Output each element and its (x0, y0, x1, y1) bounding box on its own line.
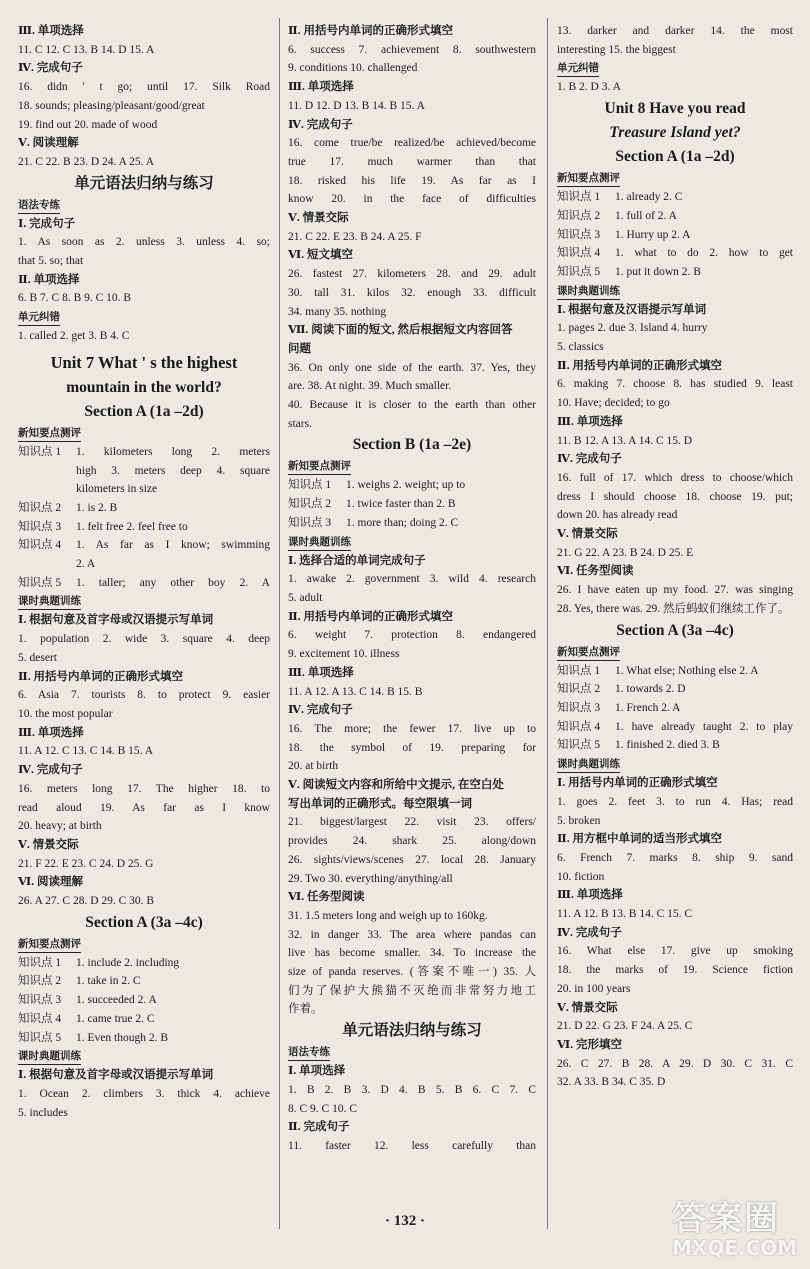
knowledge-point-label: 知识点 2 (557, 209, 601, 222)
knowledge-point-label: 知识点 3 (18, 520, 62, 533)
section-heading: Ⅴ. 情景交际 (557, 1001, 618, 1014)
knowledge-point-row (18, 480, 270, 499)
subsection-label-row (18, 935, 270, 954)
knowledge-point-label: 知识点 4 (557, 720, 601, 733)
knowledge-point-answer: 1. weighs 2. weight; up to (346, 479, 466, 492)
unit-title: Section A (3a –4c) (85, 913, 203, 931)
watermark-logo (672, 1201, 802, 1263)
answer-line: 16. come true/be realized/be achieved/become (288, 137, 536, 150)
answer-line: interesting 15. the biggest (557, 43, 676, 56)
subsection-label-row (288, 533, 536, 552)
knowledge-point-answer: 1. Even though 2. B (76, 1031, 168, 1044)
subsection-label-row (557, 755, 793, 774)
section-heading: Ⅳ. 完成句子 (18, 764, 83, 777)
knowledge-point-label: 知识点 1 (557, 664, 601, 677)
knowledge-point-answer: high 3. meters deep 4. square (76, 464, 270, 477)
answer-line: 18. the symbol of 19. preparing for (288, 741, 536, 754)
section-heading: Ⅴ. 阅读短文内容和所给中文提示, 在空白处 (288, 779, 504, 792)
section-heading: Ⅱ. 用括号内单词的正确形式填空 (288, 610, 453, 623)
watermark-url: MXQE.COM (672, 1236, 798, 1260)
knowledge-point-label: 知识点 2 (18, 501, 62, 514)
knowledge-point-row (18, 499, 270, 518)
answer-line: 1. pages 2. due 3. Island 4. hurry (557, 322, 708, 335)
answer-line: 16. meters long 17. The higher 18. to (18, 782, 270, 795)
answer-line: 21. C 22. B 23. D 24. A 25. A (18, 155, 155, 168)
answer-line: 1. population 2. wide 3. square 4. deep (18, 633, 270, 646)
section-heading: 写出单词的正确形式。每空限填一词 (288, 797, 472, 810)
knowledge-point-label: 知识点 3 (557, 701, 601, 714)
knowledge-point-label (18, 480, 76, 499)
knowledge-point-answer: 1. As far as I know; swimming (76, 539, 270, 552)
section-heading: Ⅳ. 完成句子 (288, 704, 353, 717)
unit-title: Treasure Island yet? (609, 124, 741, 142)
answer-line: 6. weight 7. protection 8. endangered (288, 629, 536, 642)
answer-line: stars. (288, 417, 312, 430)
answer-line: 6. success 7. achievement 8. southwestern (288, 43, 536, 56)
subsection-label-row (557, 643, 793, 662)
answer-line: 32. A 33. B 34. C 35. D (557, 1076, 666, 1089)
section-heading: Ⅲ. 单项选择 (288, 666, 354, 679)
answer-line: 26. I have eaten up my food. 27. was singing (557, 584, 793, 597)
answer-line: 26. A 27. C 28. D 29. C 30. B (18, 895, 155, 908)
subsection-label-row (18, 592, 270, 611)
answer-line: 5. classics (557, 341, 604, 354)
knowledge-point-label: 知识点 3 (557, 228, 601, 241)
subsection-label-row (18, 1047, 270, 1066)
knowledge-point-answer: 1. twice faster than 2. B (346, 498, 456, 511)
section-heading: Ⅴ. 情景交际 (557, 528, 618, 541)
unit-title: Section B (1a –2e) (352, 436, 472, 454)
subsection-label: 新知要点测评 (557, 171, 620, 187)
answer-line: 13. darker and darker 14. the most (557, 25, 793, 37)
answer-line: provides 24. shark 25. along/down (288, 835, 536, 848)
answer-line: 5. broken (557, 814, 601, 827)
knowledge-point-answer: 1. Hurry up 2. A (615, 228, 691, 241)
section-heading: Ⅵ. 任务型阅读 (288, 891, 365, 904)
answer-line: 16. The more; the fewer 17. live up to (288, 722, 536, 735)
knowledge-point-label: 知识点 4 (18, 1012, 62, 1025)
knowledge-point-label: 知识点 5 (557, 739, 601, 752)
section-heading: Ⅰ. 根据句意及首字母或汉语提示写单词 (18, 614, 214, 627)
knowledge-point-label: 知识点 2 (18, 975, 62, 988)
knowledge-point-row (18, 518, 270, 537)
section-heading: Ⅳ. 完成句子 (557, 453, 622, 466)
knowledge-point-row (288, 514, 536, 533)
answer-line: 30. tall 31. kilos 32. enough 33. difficult (288, 286, 536, 299)
answer-line: 32. in danger 33. The area where pandas can (288, 928, 536, 941)
answer-line: 26. sights/views/scenes 27. local 28. January (288, 853, 536, 866)
answer-line: 21. biggest/largest 22. visit 23. offers/ (288, 816, 536, 829)
answer-line: 11. D 12. D 13. B 14. B 15. A (288, 99, 425, 112)
knowledge-point-row (288, 495, 536, 514)
section-heading: Ⅵ. 任务型阅读 (557, 565, 634, 578)
answer-line: that 5. so; that (18, 255, 84, 268)
subsection-label-row (18, 308, 270, 327)
answer-line: 40. Because it is closer to the earth than other (288, 399, 536, 412)
answer-column-left (18, 22, 270, 1122)
unit-title: Section A (3a –4c) (616, 621, 734, 639)
answer-line: 34. many 35. nothing (288, 305, 387, 318)
section-heading: Ⅴ. 情景交际 (288, 212, 349, 225)
answer-line: 8. C 9. C 10. C (288, 1102, 358, 1115)
section-heading: Ⅰ. 用括号内单词的正确形式填空 (557, 777, 718, 790)
answer-line: 21. G 22. A 23. B 24. D 25. E (557, 546, 694, 559)
section-heading: Ⅰ. 根据句意及汉语提示写单词 (557, 303, 707, 316)
knowledge-point-label: 知识点 1 (18, 956, 62, 969)
knowledge-point-answer: 1. include 2. including (76, 956, 180, 969)
section-heading: Ⅲ. 单项选择 (288, 81, 354, 94)
knowledge-point-row (18, 574, 270, 593)
answer-line: 6. French 7. marks 8. ship 9. sand (557, 851, 793, 864)
knowledge-point-row (18, 443, 270, 462)
knowledge-point-row (557, 188, 793, 207)
knowledge-point-label: 知识点 5 (557, 265, 601, 278)
knowledge-point-answer: 1. have already taught 2. to play (615, 720, 793, 733)
knowledge-point-label: 知识点 2 (557, 683, 601, 696)
answer-line: 28. Yes, there was. 29. 然后蚂蚁们继续工作了。 (557, 602, 790, 615)
knowledge-point-answer: 1. felt free 2. feel free to (76, 520, 188, 533)
answer-line: know 20. in the face of difficulties (288, 193, 536, 206)
answer-line: 们为了保护大熊猫不灭绝而非常努力地工 (288, 984, 536, 997)
knowledge-point-answer: 1. put it down 2. B (615, 265, 701, 278)
section-heading: Ⅲ. 单项选择 (557, 889, 623, 902)
subsection-label: 单元纠错 (557, 61, 599, 77)
answer-line: 18. sounds; pleasing/pleasant/good/great (18, 99, 205, 112)
answer-line: are. 38. At night. 39. Much smaller. (288, 380, 452, 393)
answer-line: down 20. has already read (557, 509, 678, 522)
section-heading: Ⅱ. 用括号内单词的正确形式填空 (557, 359, 722, 372)
knowledge-point-answer: 1. is 2. B (76, 501, 118, 514)
answer-line: 1. B 2. D 3. A (557, 81, 621, 94)
answer-line: 5. desert (18, 651, 57, 664)
answer-line: 18. risked his life 19. As far as I (288, 174, 536, 187)
knowledge-point-label: 知识点 4 (557, 247, 601, 260)
subsection-label-row (557, 282, 793, 301)
section-heading: Ⅴ. 情景交际 (18, 838, 79, 851)
knowledge-point-answer: 1. towards 2. D (615, 683, 686, 696)
answer-line: 20. heavy; at birth (18, 820, 102, 833)
answer-line: 1. As soon as 2. unless 3. unless 4. so; (18, 236, 270, 249)
answer-line: 19. find out 20. made of wood (18, 118, 158, 131)
knowledge-point-answer: 1. kilometers long 2. meters (76, 445, 270, 458)
subsection-label: 单元纠错 (18, 310, 60, 326)
knowledge-point-label: 知识点 1 (557, 191, 601, 204)
unit-title: Section A (1a –2d) (615, 148, 735, 166)
page-number: · 132 · (384, 1213, 425, 1229)
answer-line: 11. A 12. C 13. C 14. B 15. A (18, 745, 154, 758)
section-heading: Ⅳ. 完成句子 (18, 62, 83, 75)
subsection-label-row (288, 1043, 536, 1062)
knowledge-point-label: 知识点 3 (18, 994, 62, 1007)
knowledge-point-row (557, 699, 793, 718)
answer-line: dress I should choose 18. choose 19. put; (557, 490, 793, 503)
knowledge-point-row (557, 662, 793, 681)
subsection-label: 新知要点测评 (288, 459, 351, 475)
answer-line: 9. excitement 10. illness (288, 648, 400, 661)
section-heading: Ⅶ. 阅读下面的短文, 然后根据短文内容回答 (288, 324, 513, 337)
answer-line: 16. What else 17. give up smoking (557, 945, 793, 958)
section-heading: Ⅲ. 单项选择 (18, 726, 84, 739)
section-heading: Ⅱ. 完成句子 (288, 1121, 350, 1134)
watermark-text: 答案圈 (672, 1199, 780, 1239)
answer-line: 11. A 12. B 13. B 14. C 15. C (557, 908, 693, 921)
answer-line: 36. On only one side of the earth. 37. Yes, they (288, 361, 536, 374)
section-heading: Ⅰ. 根据句意及首字母或汉语提示写单词 (18, 1069, 214, 1082)
answer-line: 31. 1.5 meters long and weigh up to 160kg. (288, 909, 488, 922)
answer-column-right (557, 22, 793, 1092)
unit-title: Unit 8 Have you read (604, 100, 746, 118)
knowledge-point-label: 知识点 5 (18, 576, 62, 589)
section-heading: Ⅲ. 单项选择 (557, 415, 623, 428)
section-heading: Ⅴ. 阅读理解 (18, 137, 79, 150)
unit-title: 单元语法归纳与练习 (342, 1022, 482, 1040)
answer-line: 11. C 12. C 13. B 14. D 15. A (18, 43, 155, 56)
subsection-label: 课时典题训练 (557, 757, 620, 773)
knowledge-point-row (18, 462, 270, 481)
knowledge-point-label (18, 555, 76, 574)
unit-title: Section A (1a –2d) (84, 402, 204, 420)
subsection-label: 新知要点测评 (18, 426, 81, 442)
section-heading: Ⅰ. 单项选择 (288, 1065, 346, 1078)
unit-title: mountain in the world? (66, 378, 222, 396)
subsection-label: 课时典题训练 (18, 1049, 81, 1065)
section-heading: 问题 (288, 342, 311, 355)
knowledge-point-answer: 1. came true 2. C (76, 1012, 155, 1025)
answer-line: 9. conditions 10. challenged (288, 62, 418, 75)
unit-title: 单元语法归纳与练习 (74, 174, 214, 192)
answer-line: 16. didn ' t go; until 17. Silk Road (18, 81, 270, 94)
knowledge-point-label: 知识点 3 (288, 516, 332, 529)
subsection-label-row (18, 424, 270, 443)
knowledge-point-row (18, 1010, 270, 1029)
answer-line: 10. Have; decided; to go (557, 397, 670, 410)
answer-line: 11. B 12. A 13. A 14. C 15. D (557, 434, 693, 447)
answer-line: 10. the most popular (18, 707, 113, 720)
knowledge-point-row (18, 991, 270, 1010)
column-divider-left (279, 18, 280, 1229)
answer-line: 1. called 2. get 3. B 4. C (18, 330, 130, 343)
answer-line: 6. making 7. choose 8. has studied 9. least (557, 378, 793, 391)
knowledge-point-answer: 1. take in 2. C (76, 975, 141, 988)
knowledge-point-answer: 1. What else; Nothing else 2. A (615, 664, 759, 677)
answer-line: 20. at birth (288, 760, 339, 773)
subsection-label-row (557, 169, 793, 188)
knowledge-point-row (288, 476, 536, 495)
knowledge-point-answer: 1. more than; doing 2. C (346, 516, 459, 529)
answer-line: 26. fastest 27. kilometers 28. and 29. adult (288, 268, 536, 281)
answer-line: read aloud 19. As far as I know (18, 801, 270, 814)
knowledge-point-label: 知识点 2 (288, 498, 332, 511)
knowledge-point-answer: 1. taller; any other boy 2. A (76, 576, 270, 589)
knowledge-point-row (18, 555, 270, 574)
answer-line: 10. fiction (557, 870, 605, 883)
answer-line: live has become smaller. 34. To increase the (288, 947, 536, 960)
section-heading: Ⅵ. 阅读理解 (18, 876, 83, 889)
knowledge-point-answer: kilometers in size (76, 483, 158, 496)
answer-line: 26. C 27. B 28. A 29. D 30. C 31. C (557, 1057, 793, 1070)
knowledge-point-row (557, 680, 793, 699)
subsection-label: 课时典题训练 (18, 594, 81, 610)
section-heading: Ⅳ. 完成句子 (557, 926, 622, 939)
section-heading: Ⅱ. 用括号内单词的正确形式填空 (288, 25, 453, 37)
answer-line: 20. in 100 years (557, 982, 631, 995)
answer-line: 21. C 22. E 23. B 24. A 25. F (288, 230, 422, 243)
answer-line: 18. the marks of 19. Science fiction (557, 964, 793, 977)
answer-line: 16. full of 17. which dress to choose/which (557, 471, 793, 484)
knowledge-point-label: 知识点 5 (18, 1031, 62, 1044)
answer-line: 1. awake 2. government 3. wild 4. research (288, 573, 536, 586)
section-heading: Ⅱ. 用括号内单词的正确形式填空 (18, 670, 183, 683)
subsection-label: 语法专练 (18, 198, 60, 214)
knowledge-point-answer: 1. finished 2. died 3. B (615, 739, 720, 752)
answer-line: 21. D 22. G 23. F 24. A 25. C (557, 1020, 693, 1033)
knowledge-point-row (557, 263, 793, 282)
answer-line: 11. faster 12. less carefully than (288, 1139, 536, 1152)
subsection-label-row (18, 196, 270, 215)
knowledge-point-row (557, 244, 793, 263)
knowledge-point-row (18, 972, 270, 991)
knowledge-point-answer: 1. French 2. A (615, 701, 681, 714)
knowledge-point-row (557, 736, 793, 755)
answer-line: 1. Ocean 2. climbers 3. thick 4. achieve (18, 1087, 270, 1100)
subsection-label: 新知要点测评 (557, 645, 620, 661)
answer-line: 21. F 22. E 23. C 24. D 25. G (18, 857, 154, 870)
knowledge-point-row (18, 1029, 270, 1048)
section-heading: Ⅵ. 完形填空 (557, 1038, 622, 1051)
answer-line: true 17. much warmer than that (288, 155, 536, 168)
answer-line: 1. goes 2. feet 3. to run 4. Has; read (557, 795, 793, 808)
section-heading: Ⅰ. 选择合适的单词完成句子 (288, 554, 426, 567)
answer-line: 1. B 2. B 3. D 4. B 5. B 6. C 7. C (288, 1083, 536, 1096)
knowledge-point-label: 知识点 4 (18, 539, 62, 552)
knowledge-point-row (18, 536, 270, 555)
section-heading: Ⅱ. 用方框中单词的适当形式填空 (557, 833, 722, 846)
subsection-label-row (557, 59, 793, 78)
knowledge-point-answer: 1. what to do 2. how to get (615, 247, 793, 260)
knowledge-point-answer: 2. A (76, 558, 96, 571)
subsection-label: 课时典题训练 (557, 284, 620, 300)
knowledge-point-answer: 1. succeeded 2. A (76, 994, 157, 1007)
section-heading: Ⅰ. 完成句子 (18, 217, 76, 230)
subsection-label: 课时典题训练 (288, 535, 351, 551)
knowledge-point-row (557, 718, 793, 737)
section-heading: Ⅵ. 短文填空 (288, 249, 353, 262)
knowledge-point-label: 知识点 1 (18, 445, 62, 458)
section-heading: Ⅳ. 完成句子 (288, 118, 353, 131)
answer-line: 5. includes (18, 1106, 68, 1119)
answer-line: size of panda reserves. (答案不唯一) 35. 人 (288, 966, 536, 979)
answer-line: 11. A 12. A 13. C 14. B 15. B (288, 685, 423, 698)
knowledge-point-row (557, 207, 793, 226)
answer-line: 5. adult (288, 591, 323, 604)
knowledge-point-label (18, 462, 76, 481)
unit-title: Unit 7 What ' s the highest (50, 352, 238, 372)
knowledge-point-answer: 1. full of 2. A (615, 209, 677, 222)
answer-line: 29. Two 30. everything/anything/all (288, 872, 453, 885)
section-heading: Ⅲ. 单项选择 (18, 25, 84, 37)
answer-column-middle (288, 22, 536, 1156)
knowledge-point-label: 知识点 1 (288, 479, 332, 492)
knowledge-point-row (18, 954, 270, 973)
subsection-label: 新知要点测评 (18, 937, 81, 953)
column-divider-right (547, 18, 548, 1229)
subsection-label: 语法专练 (288, 1045, 330, 1061)
subsection-label-row (288, 457, 536, 476)
knowledge-point-answer: 1. already 2. C (615, 191, 683, 204)
section-heading: Ⅱ. 单项选择 (18, 273, 80, 286)
knowledge-point-row (557, 226, 793, 245)
answer-line: 6. B 7. C 8. B 9. C 10. B (18, 292, 132, 305)
answer-line: 作着。 (288, 1003, 323, 1016)
answer-line: 6. Asia 7. tourists 8. to protect 9. easier (18, 689, 270, 702)
